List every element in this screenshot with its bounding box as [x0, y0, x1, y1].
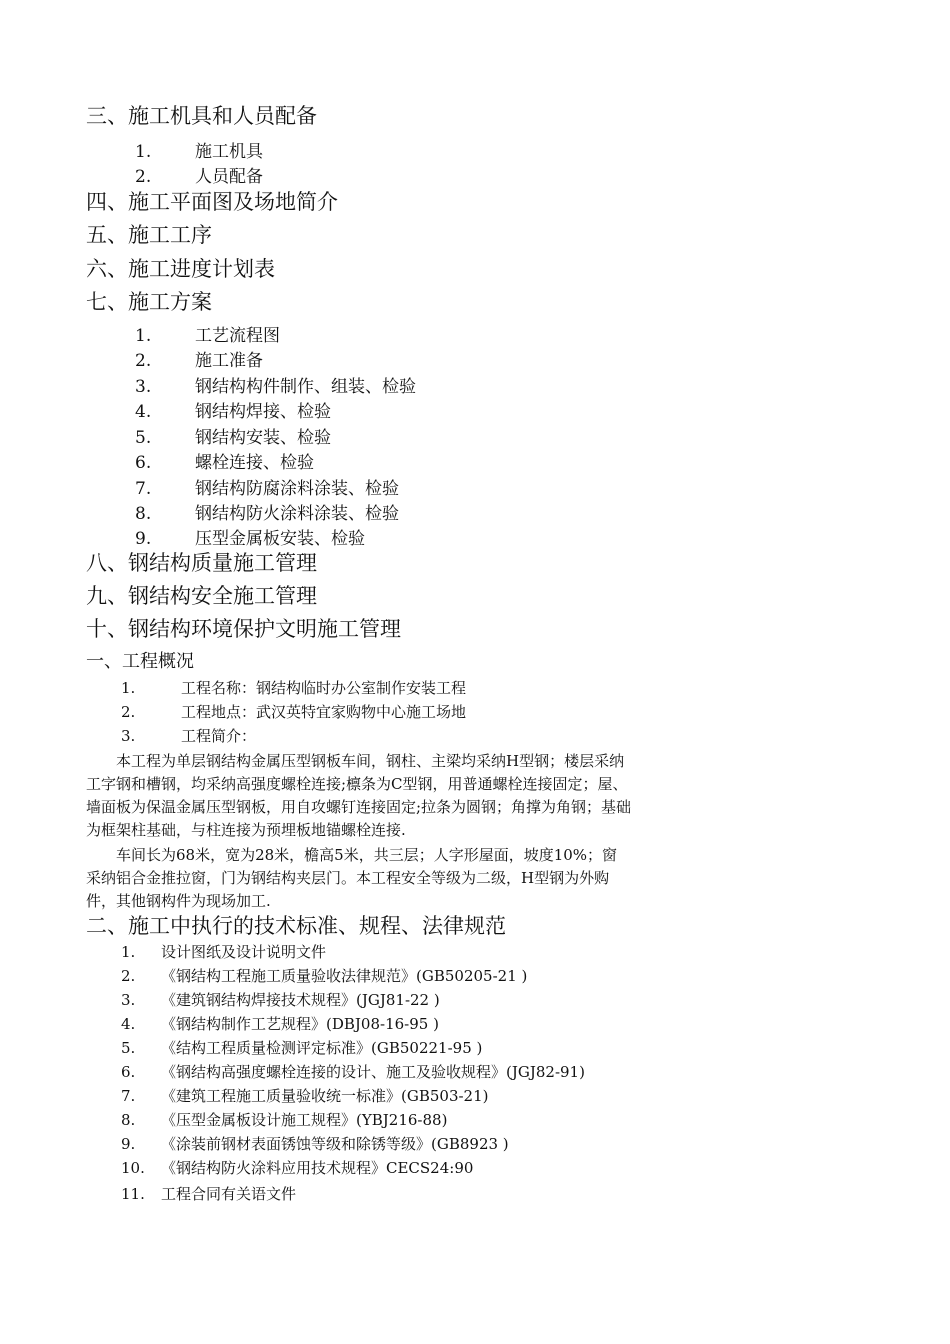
item-number: 5.	[121, 1039, 136, 1057]
item-text: 《钢结构工程施工质量验收法律规范》(GB50205-21 )	[161, 967, 528, 985]
item-text: 钢结构防腐涂料涂装、检验	[195, 479, 399, 499]
item-text: 螺栓连接、检验	[195, 453, 314, 473]
item-text: 钢结构构件制作、组装、检验	[195, 377, 416, 397]
item-number: 11.	[121, 1185, 145, 1203]
item-text: 工程名称：钢结构临时办公室制作安装工程	[181, 679, 467, 697]
item-text: 压型金属板安装、检验	[195, 529, 365, 549]
toc-heading-3: 三、施工机具和人员配备	[86, 104, 317, 128]
paragraph-line: 本工程为单层钢结构金属压型钢板车间，钢柱、主梁均采纳H型钢；楼层采纳	[86, 752, 625, 770]
item-text: 工程简介：	[181, 727, 257, 745]
item-number: 6.	[121, 1063, 136, 1081]
section-title: 二、施工中执行的技术标准、规程、法律规范	[86, 914, 506, 938]
item-text: 钢结构防火涂料涂装、检验	[195, 504, 399, 524]
item-number: 9.	[135, 529, 152, 549]
paragraph-line: 为框架柱基础，与柱连接为预埋板地锚螺栓连接.	[86, 821, 406, 839]
toc-heading-10: 十、钢结构环境保护文明施工管理	[86, 617, 401, 641]
item-text: 工艺流程图	[195, 326, 280, 346]
section-title: 一、工程概况	[86, 651, 194, 672]
item-number: 8.	[135, 504, 152, 524]
toc-heading-4: 四、施工平面图及场地简介	[86, 190, 338, 214]
item-text: 《建筑工程施工质量验收统一标准》(GB503-21)	[161, 1087, 489, 1105]
paragraph	[86, 750, 706, 842]
item-text: 《结构工程质量检测评定标准》(GB50221-95 )	[161, 1039, 483, 1057]
item-number: 3.	[121, 727, 136, 745]
item-number: 2.	[135, 351, 152, 371]
item-text: 施工准备	[195, 351, 263, 371]
item-number: 2.	[121, 967, 136, 985]
item-number: 10.	[121, 1159, 145, 1177]
paragraph-line: 工字钢和槽钢，均采纳高强度螺栓连接;檩条为C型钢，用普通螺栓连接固定；屋、	[86, 775, 628, 793]
toc-heading-8: 八、钢结构质量施工管理	[86, 551, 317, 575]
item-text: 人员配备	[195, 167, 263, 187]
item-number: 9.	[121, 1135, 136, 1153]
item-number: 7.	[121, 1087, 136, 1105]
paragraph-line: 墙面板为保温金属压型钢板，用自攻螺钉连接固定;拉条为圆钢；角撑为角钢；基础	[86, 798, 632, 816]
item-text: 设计图纸及设计说明文件	[161, 943, 327, 961]
toc-heading-9: 九、钢结构安全施工管理	[86, 584, 317, 608]
paragraph-line: 采纳铝合金推拉窗，门为钢结构夹层门。本工程安全等级为二级，H型钢为外购	[86, 869, 610, 887]
item-text: 钢结构安装、检验	[195, 428, 331, 448]
item-number: 1.	[121, 943, 136, 961]
item-text: 工程合同有关语文件	[161, 1185, 297, 1203]
item-number: 8.	[121, 1111, 136, 1129]
item-number: 6.	[135, 453, 152, 473]
paragraph-line: 车间长为68米，宽为28米，檐高5米，共三层；人字形屋面，坡度10%；窗	[86, 846, 618, 864]
item-text: 工程地点：武汉英特宜家购物中心施工场地	[181, 703, 467, 721]
toc-heading-7: 七、施工方案	[86, 290, 212, 314]
item-number: 2.	[121, 703, 136, 721]
item-number: 3.	[135, 377, 152, 397]
item-number: 1.	[121, 679, 136, 697]
item-text: 《建筑钢结构焊接技术规程》(JGJ81-22 )	[161, 991, 440, 1009]
item-text: 钢结构焊接、检验	[195, 402, 331, 422]
item-number: 3.	[121, 991, 136, 1009]
item-number: 2.	[135, 167, 152, 187]
item-text: 《压型金属板设计施工规程》(YBJ216-88)	[161, 1111, 448, 1129]
toc-heading-5: 五、施工工序	[86, 223, 212, 247]
item-number: 4.	[121, 1015, 136, 1033]
item-number: 5.	[135, 428, 152, 448]
item-number: 7.	[135, 479, 152, 499]
item-number: 4.	[135, 402, 152, 422]
item-number: 1.	[135, 326, 152, 346]
item-number: 1.	[135, 142, 152, 162]
item-text: 《钢结构高强度螺栓连接的设计、施工及验收规程》(JGJ82-91)	[161, 1063, 585, 1081]
item-text: 《钢结构防火涂料应用技术规程》CECS24:90	[161, 1159, 474, 1177]
paragraph-line: 件，其他钢构件为现场加工.	[86, 892, 271, 910]
item-text: 《涂装前钢材表面锈蚀等级和除锈等级》(GB8923 )	[161, 1135, 509, 1153]
paragraph	[86, 844, 706, 913]
item-text: 施工机具	[195, 142, 263, 162]
toc-heading-6: 六、施工进度计划表	[86, 257, 275, 281]
item-text: 《钢结构制作工艺规程》(DBJ08-16-95 )	[161, 1015, 439, 1033]
